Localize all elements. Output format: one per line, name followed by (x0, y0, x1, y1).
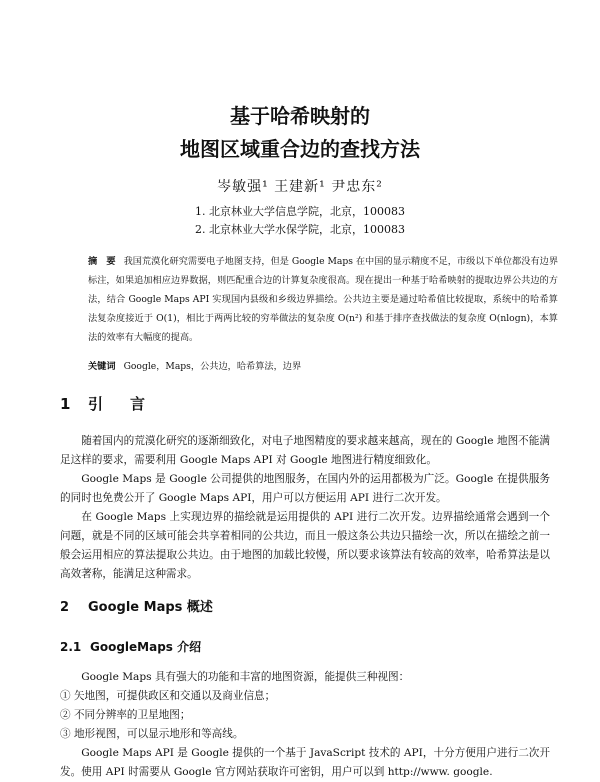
subsection-number: 2.1 (60, 640, 82, 654)
subsection-heading-2-1 (60, 638, 201, 655)
abstract-label: 摘 要 (88, 256, 116, 267)
keywords (88, 358, 558, 372)
affiliation-1: 1. 北京林业大学信息学院，北京，100083 (195, 205, 405, 218)
paragraph-1: 随着国内的荒漠化研究的逐渐细致化，对电子地图精度的要求越来越高，现在的 Google 地图不能满足这样的要求，需要利用 Google Maps API 对 Google 地图进行精度细致化。 (60, 435, 550, 466)
list-item: ② 不同分辨率的卫星地图； (60, 709, 191, 721)
abstract (88, 252, 558, 347)
affiliation-2: 2. 北京林业大学水保学院，北京，100083 (195, 223, 405, 236)
list-item: ① 矢地图，可提供政区和交通以及商业信息； (60, 690, 276, 702)
paragraph-5: Google Maps API 是 Google 提供的一个基于 JavaScript 技术的 API，十分方便用户进行二次开发。使用 API 时需要从 Google 官方网站获取许可密钥，用户可以到 http://www. google. (60, 747, 550, 778)
list-item: ③ 地形视图，可以显示地形和等高线。 (60, 728, 244, 740)
paragraph-3: 在 Google Maps 上实现边界的描绘就是运用提供的 API 进行二次开发。边界描绘通常会遇到一个问题，就是不同的区域可能会共享着相同的公共边，而且一般这条公共边只描绘一次，所以在描绘之前一般会运用相应的算法提取公共边。由于地图的加载比较慢，所以要求该算法有较高的效率，哈希算法是以高效著称，能满足这种需求。 (60, 511, 550, 580)
paragraph-2: Google Maps 是 Google 公司提供的地图服务，在国内外的运用都极为广泛。Google 在提供服务的同时也免费公开了 Google Maps API，用户可以方便运用 API 进行二次开发。 (60, 473, 550, 504)
section-heading-2 (60, 596, 213, 615)
paper-title-line1: 基于哈希映射的 (230, 104, 370, 128)
abstract-text: 我国荒漠化研究需要电子地图支持，但是 Google Maps 在中国的显示精度不足，市级以下单位都没有边界标注，如果追加相应边界数据，则匹配重合边的计算复杂度很高。现在提出一种基于哈希映射的提取边界公共边的方法，结合 Google Maps API 实现国内县级和乡级边界描绘。公共边主要是通过哈希值比较提取，系统中的哈希算法复杂度接近于 O(1)，相比于两两比较的穷举做法的复杂度 O(n²) 和基于排序查找做法的复杂度 O(nlogn)，本算法的效率有大幅度的提高。 (88, 256, 559, 343)
section-heading-1 (60, 393, 151, 414)
section-number: 1 (60, 395, 77, 413)
subsection-title: GoogleMaps 介绍 (90, 640, 202, 654)
section-title: 引 言 (88, 395, 152, 413)
section-number: 2 (60, 600, 70, 615)
keywords-text: Google，Maps，公共边，哈希算法，边界 (123, 361, 302, 372)
paragraph-4: Google Maps 具有强大的功能和丰富的地图资源，能提供三种视图： (81, 671, 410, 683)
authors: 岑敏强¹ 王建新¹ 尹忠东² (217, 179, 383, 195)
keywords-label: 关键词 (88, 361, 116, 372)
paper-title-line2: 地图区域重合边的查找方法 (180, 137, 420, 161)
section-title: Google Maps 概述 (88, 600, 213, 615)
